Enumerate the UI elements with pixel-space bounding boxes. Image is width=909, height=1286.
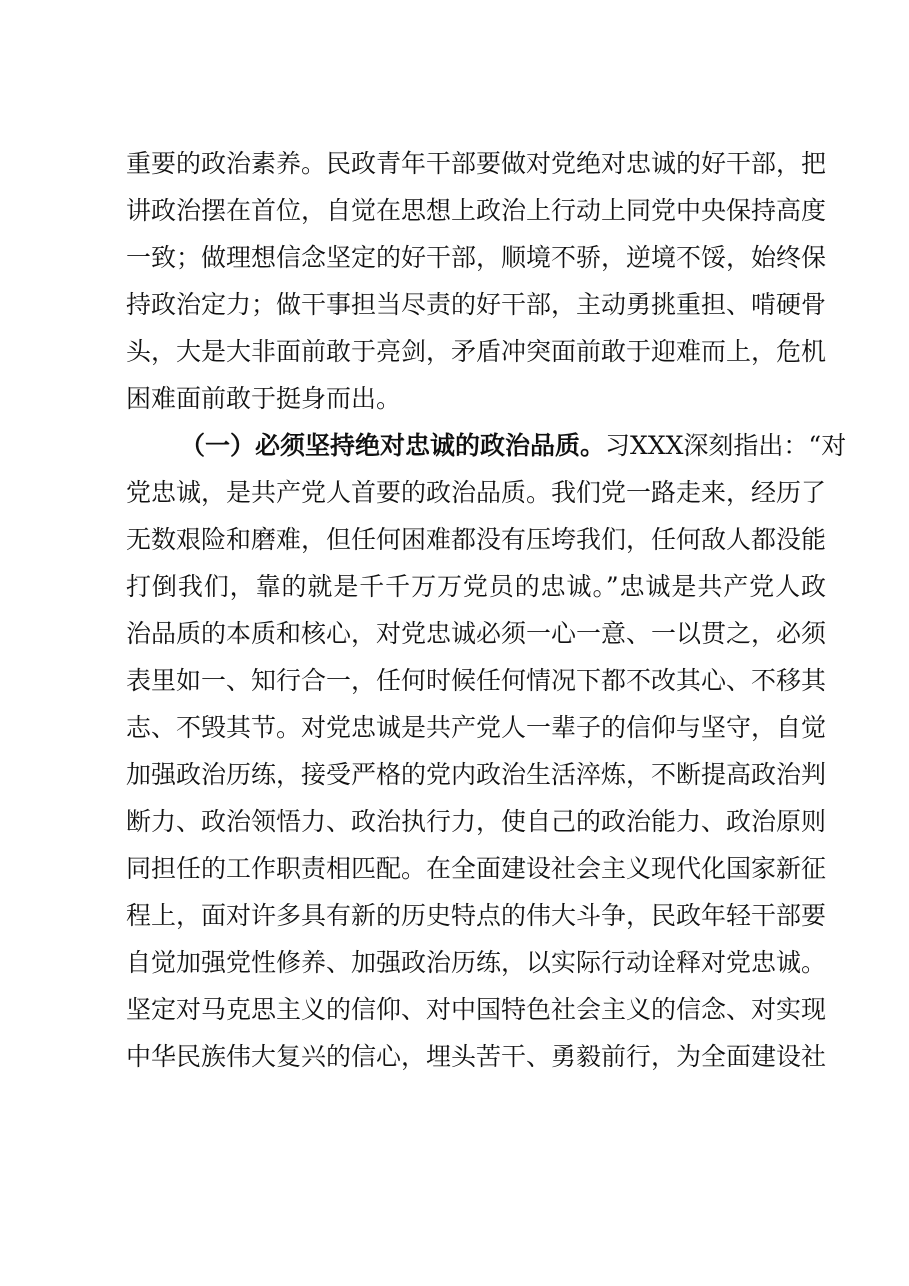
text-line: 治品质的本质和核心，对党忠诚必须一心一意、一以贯之，必须: [126, 619, 827, 648]
body-text: [126, 140, 847, 1080]
text-line: 同担任的工作职责相匹配。在全面建设社会主义现代化国家新征: [126, 854, 827, 883]
text-line: 志、不毁其节。对党忠诚是共产党人一辈子的信仰与坚守，自觉: [126, 713, 827, 742]
text-line: 坚定对马克思主义的信仰、对中国特色社会主义的信念、对实现: [126, 995, 827, 1024]
section-heading: （一）必须坚持绝对忠诚的政治品质。: [180, 431, 606, 460]
text-line: 中华民族伟大复兴的信心，埋头苦干、勇毅前行，为全面建设社: [126, 1042, 827, 1071]
text-line: 重要的政治素养。民政青年干部要做对党绝对忠诚的好干部，把: [126, 149, 827, 178]
text-line: 程上，面对许多具有新的历史特点的伟大斗争，民政年轻干部要: [126, 901, 827, 930]
paragraph-1: [126, 140, 826, 422]
text-line: 党忠诚，是共产党人首要的政治品质。我们党一路走来，经历了: [126, 478, 827, 507]
text-line: 加强政治历练，接受严格的党内政治生活淬炼，不断提高政治判: [126, 760, 827, 789]
heading-line-rest: 习XXX深刻指出：“对: [605, 431, 847, 460]
text-line: 打倒我们，靠的就是千千万万党员的忠诚。”忠诚是共产党人政: [126, 572, 826, 601]
text-line: 断力、政治领悟力、政治执行力，使自己的政治能力、政治原则: [126, 807, 827, 836]
text-line: 困难面前敢于挺身而出。: [126, 384, 402, 413]
paragraph-2: [126, 422, 847, 1080]
text-line: 表里如一、知行合一，任何时候任何情况下都不改其心、不移其: [126, 666, 827, 695]
text-line: 头，大是大非面前敢于亮剑，矛盾冲突面前敢于迎难而上，危机: [126, 337, 827, 366]
text-line: 一致；做理想信念坚定的好干部，顺境不骄，逆境不馁，始终保: [126, 243, 827, 272]
text-line: 持政治定力；做干事担当尽责的好干部，主动勇挑重担、啃硬骨: [126, 290, 827, 319]
text-line: [126, 422, 847, 469]
text-line: 无数艰险和磨难，但任何困难都没有压垮我们，任何敌人都没能: [126, 525, 827, 554]
text-line: 自觉加强党性修养、加强政治历练，以实际行动诠释对党忠诚。: [126, 948, 827, 977]
text-line: 讲政治摆在首位，自觉在思想上政治上行动上同党中央保持高度: [126, 196, 827, 225]
